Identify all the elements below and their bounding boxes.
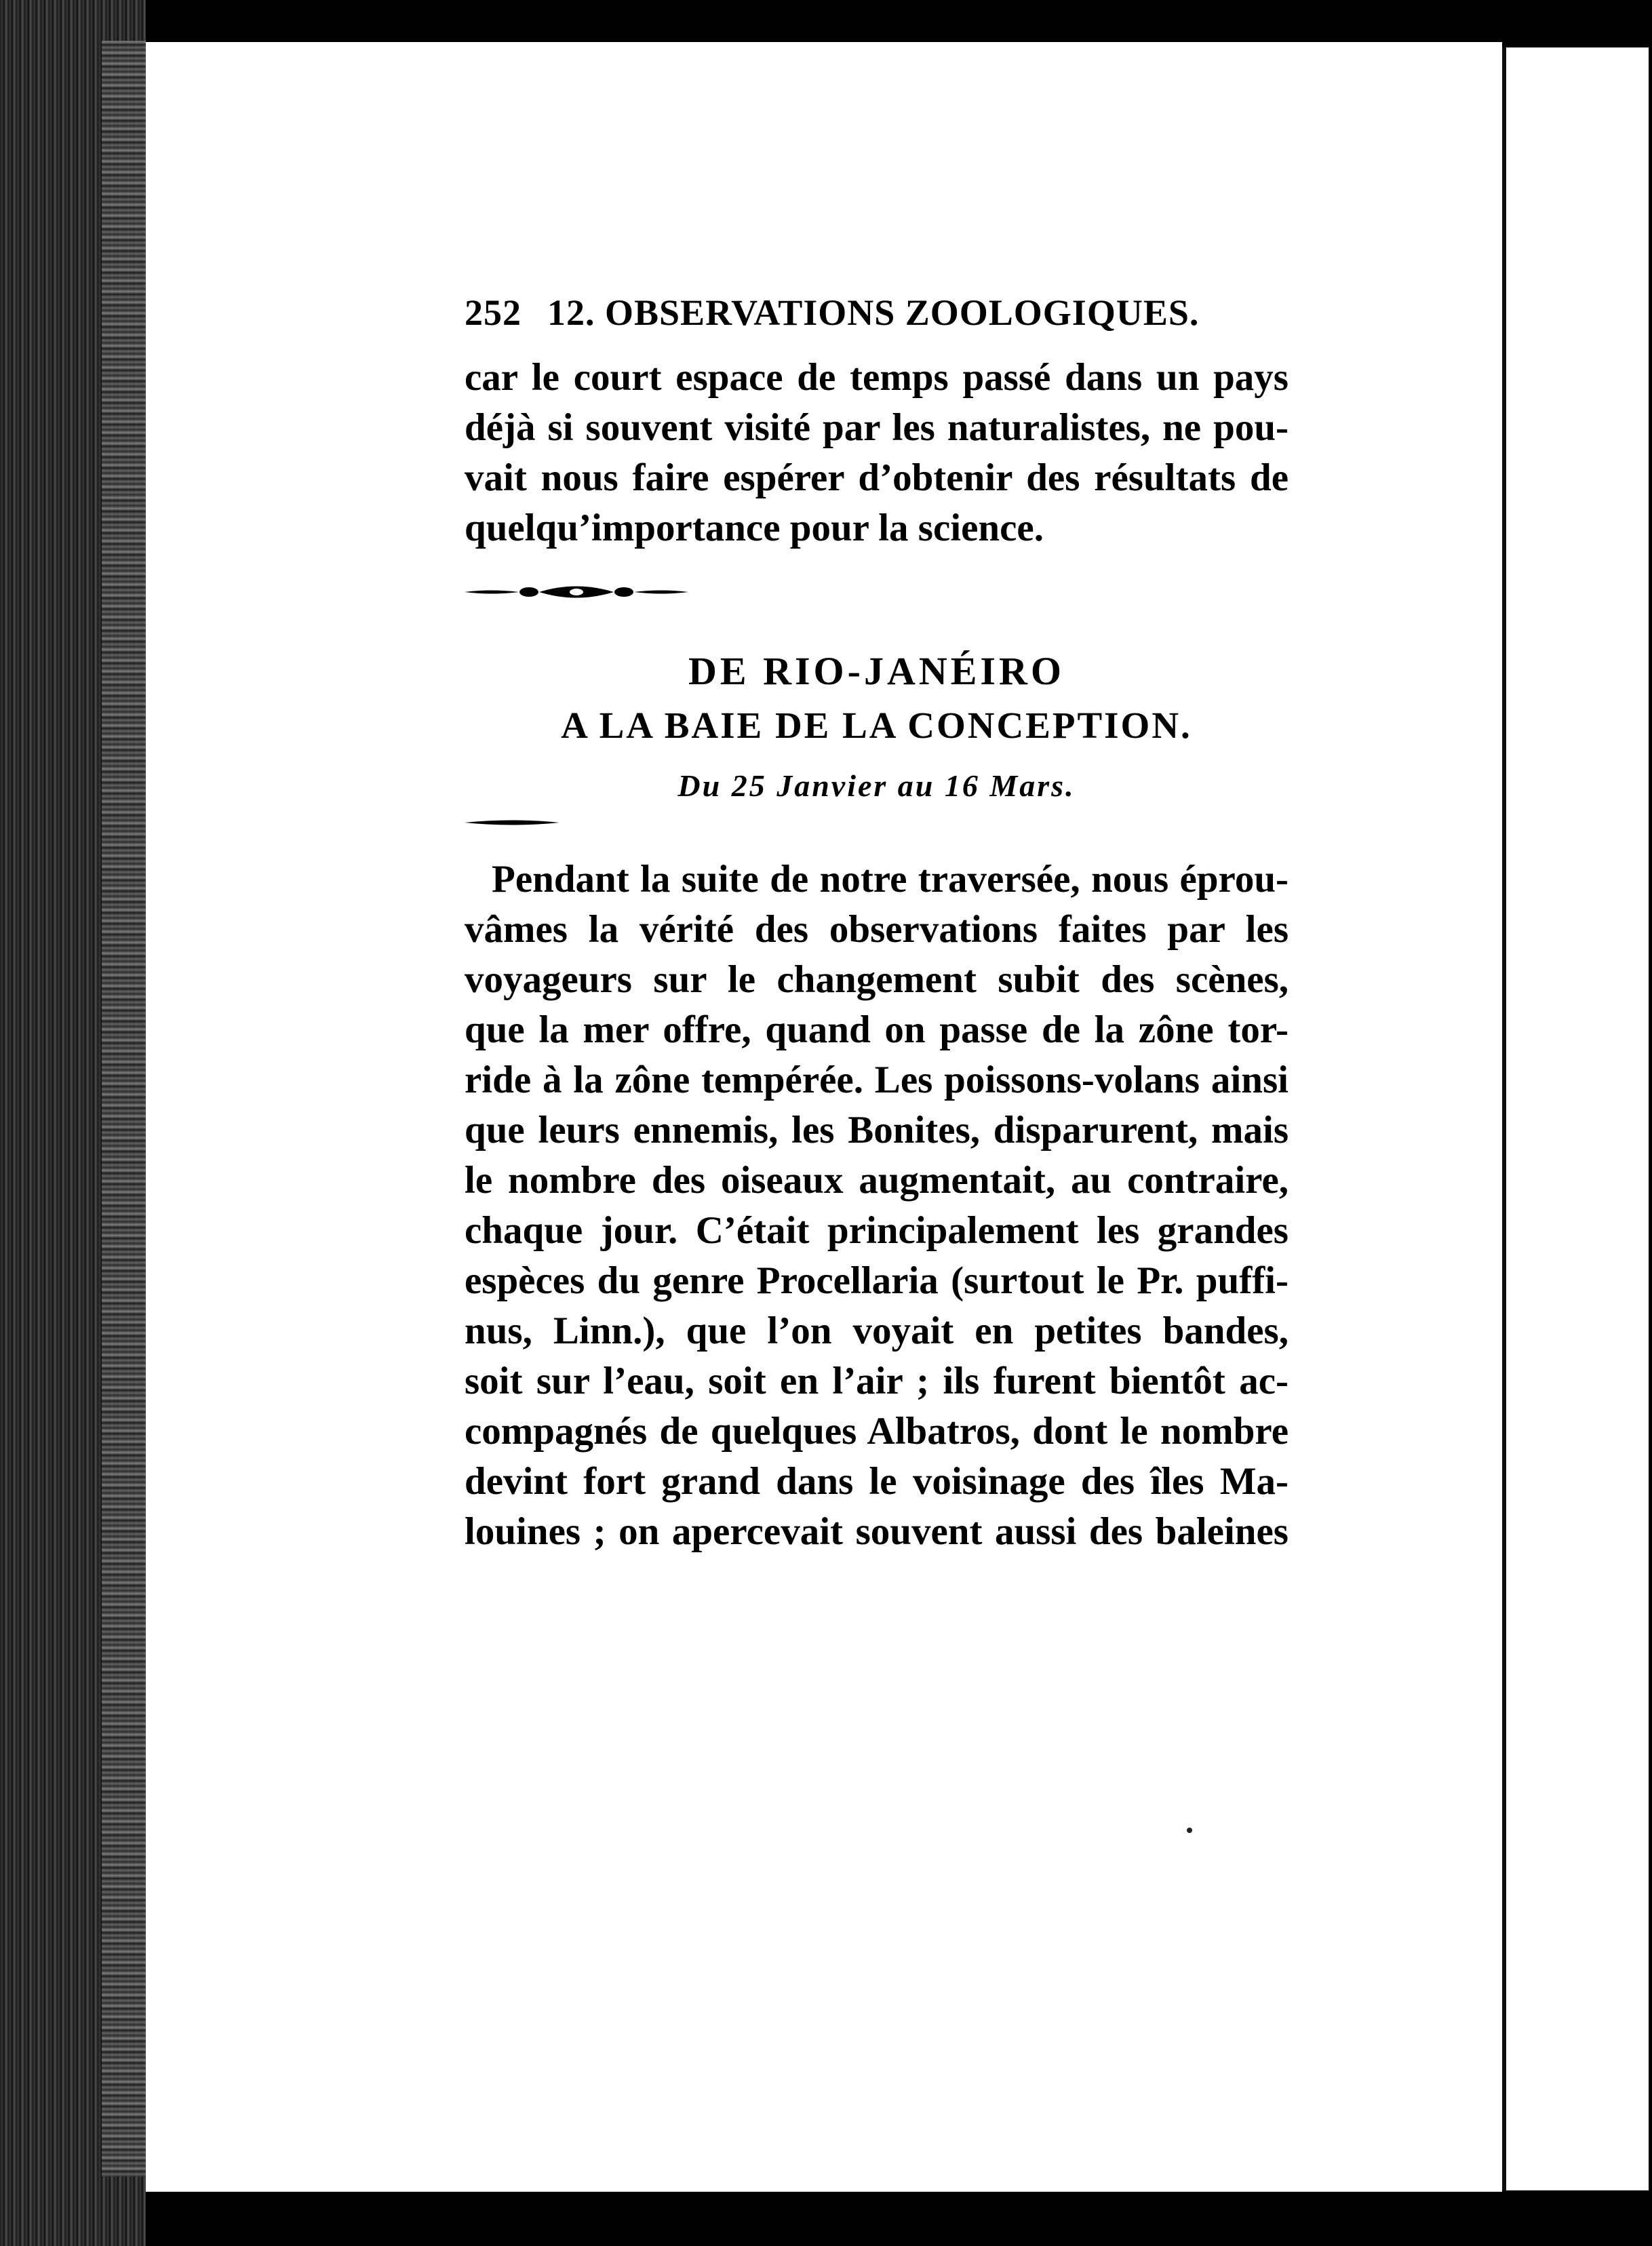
book-spine-edge bbox=[102, 41, 149, 2177]
text-line: louines ; on apercevait souvent aussi des baleines bbox=[465, 1510, 1289, 1553]
intro-paragraph bbox=[465, 353, 1289, 553]
section-heading-1: DE RIO-JANÉIRO bbox=[688, 649, 1065, 693]
section-divider-ornament bbox=[465, 582, 688, 602]
text-line: ride à la zône tempérée. Les poissons-volans ainsi bbox=[465, 1059, 1289, 1101]
text-line: car le court espace de temps passé dans un pays bbox=[465, 356, 1289, 399]
text-line: vait nous faire espérer d’obtenir des résultats de bbox=[465, 456, 1289, 499]
body-paragraph bbox=[465, 854, 1289, 1557]
dateline-rule bbox=[465, 818, 559, 827]
section-heading-2: A LA BAIE DE LA CONCEPTION. bbox=[561, 705, 1192, 746]
text-line: nus, Linn.), que l’on voyait en petites bandes, bbox=[465, 1309, 1289, 1352]
text-line: quelqu’importance pour la science. bbox=[465, 507, 1044, 549]
text-line: voyageurs sur le changement subit des scènes, bbox=[465, 958, 1289, 1001]
text-line: devint fort grand dans le voisinage des îles Ma- bbox=[465, 1460, 1289, 1503]
text-line: espèces du genre Procellaria (surtout le Pr. puffi- bbox=[465, 1259, 1289, 1302]
running-head bbox=[465, 292, 1289, 353]
page-text-block bbox=[465, 292, 1289, 1557]
section-dateline: Du 25 Janvier au 16 Mars. bbox=[677, 768, 1076, 803]
text-line: chaque jour. C’était principalement les grandes bbox=[465, 1209, 1289, 1252]
page-number: 252 bbox=[465, 292, 522, 333]
text-line: compagnés de quelques Albatros, dont le nombre bbox=[465, 1410, 1289, 1453]
scan-speck bbox=[1187, 1828, 1192, 1833]
adjacent-page-edge bbox=[1502, 47, 1649, 2190]
text-line: le nombre des oiseaux augmentait, au contraire, bbox=[465, 1159, 1289, 1202]
text-line: vâmes la vérité des observations faites par les bbox=[465, 908, 1289, 951]
text-line: que leurs ennemis, les Bonites, disparurent, mais bbox=[465, 1109, 1289, 1151]
text-line: Pendant la suite de notre traversée, nous éprou- bbox=[492, 858, 1289, 901]
running-head-title: 12. OBSERVATIONS ZOOLOGIQUES. bbox=[547, 292, 1200, 333]
text-line: soit sur l’eau, soit en l’air ; ils furent bientôt ac- bbox=[465, 1360, 1289, 1402]
text-line: déjà si souvent visité par les naturalistes, ne pou- bbox=[465, 406, 1289, 449]
text-line: que la mer offre, quand on passe de la zône tor- bbox=[465, 1008, 1289, 1051]
